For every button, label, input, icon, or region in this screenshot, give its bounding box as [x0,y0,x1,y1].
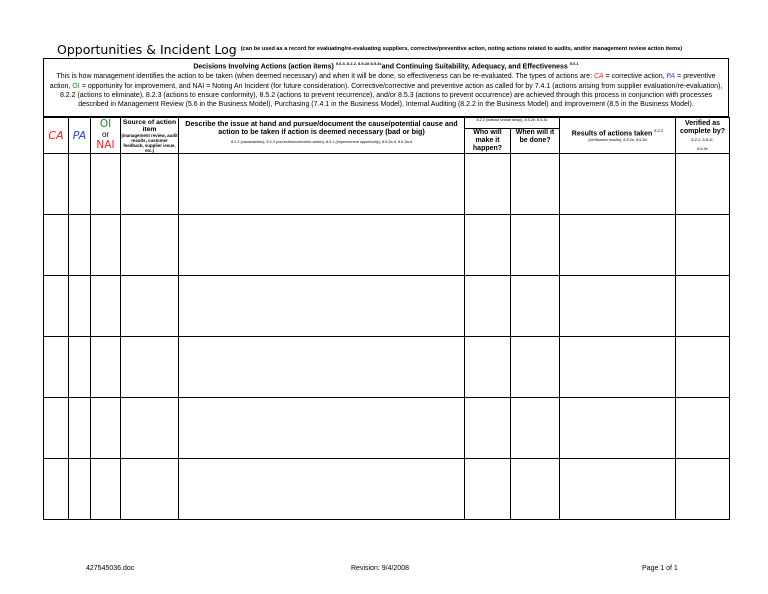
table-cell[interactable] [465,276,511,337]
col-describe-note: 8.2.2 (cause/action), 8.2.3 (correction/corrective action), 8.5.1 (improvement opportunity), 8.5.2a-d, 8.5.3a-d [231,140,412,145]
intro-heading-b: and Continuing Suitability, Adequacy, and Effectiveness [381,63,568,71]
title-note: (can be used as a record for evaluating/re-evaluating suppliers, corrective/preventive action, noting actions related to audits, and/or management review action items) [240,46,683,52]
table-cell[interactable] [465,459,511,520]
col-source-label: Source of action item [122,119,177,134]
table-row [44,337,730,398]
table-cell[interactable] [179,276,465,337]
table-cell[interactable] [44,398,69,459]
table-cell[interactable] [511,459,560,520]
col-header-when: When will it be done? [511,129,560,154]
table-cell[interactable] [179,398,465,459]
footer-page-number: Page 1 of 1 [642,565,678,572]
intro-ca-label: CA [594,72,604,81]
table-cell[interactable] [69,398,91,459]
col-source-note: (management review, audit results, customer feedback, supplier issue, etc.) [121,133,178,154]
table-cell[interactable] [69,337,91,398]
table-cell[interactable] [511,154,560,215]
intro-ca-def: = corrective action, [605,73,665,81]
log-body [44,154,730,520]
document-title [57,41,737,59]
col-verified-note: 8.5.3e [697,147,708,152]
table-cell[interactable] [465,154,511,215]
table-cell[interactable] [91,459,121,520]
col-header-results [560,118,676,154]
col-header-who: Who will make it happen? [465,129,511,154]
table-cell[interactable] [121,398,179,459]
table-cell[interactable] [465,398,511,459]
table-cell[interactable] [511,337,560,398]
col-or-label: or [101,130,110,139]
col-results-label: Results of actions taken [571,130,653,138]
table-cell[interactable] [44,276,69,337]
log-table [43,117,730,520]
footer-revision: Revision: 9/4/2008 [351,565,409,572]
table-cell[interactable] [676,276,730,337]
table-cell[interactable] [179,337,465,398]
col-describe-label: Describe the issue at hand and pursue/document the cause/potential cause and action to be taken if action is deemed necessary (bad or big) [185,119,458,137]
table-cell[interactable] [560,398,676,459]
col-header-verified [676,118,730,154]
intro-pa-def: = preventive action, [49,73,716,91]
table-cell[interactable] [560,154,676,215]
table-cell[interactable] [676,337,730,398]
table-cell[interactable] [121,154,179,215]
table-cell[interactable] [676,154,730,215]
col-nai-label: NAI [96,139,115,151]
col-verified-label: Verified as complete by? [679,120,726,135]
intro-oi-def: = opportunity for improvement, and NAI = Noting An Incident (for future consideration). Corrective/corrective and preventive action as called for by 7.4.1 (actions arising from supplier evaluation/re-evaluation), 8.2.2 (actions to eliminate), 8.2.3 (actions to ensure conformity), 8.5.2 (actions to prevent recurrence), and/or 8.5.3 (actions to prevent occurrence) are achieved through this process in conjunction with processes described in Management Review (5.6 in the Business Model), Purchasing (7.4.1 in the Business Model), Internal Auditing (8.2.2 in the Business Model) and Improvement (8.5 in the Business Model). [59,83,723,108]
table-cell[interactable] [465,337,511,398]
table-row [44,459,730,520]
table-cell[interactable] [91,337,121,398]
table-cell[interactable] [69,215,91,276]
intro-heading-refs2: 5.6.1 [569,61,579,66]
intro-heading [48,60,724,72]
table-cell[interactable] [121,459,179,520]
col-header-who-when-note: 8.2.2 (without undue delay), 8.5.2e, 8.5.3c [465,118,560,129]
table-cell[interactable] [69,154,91,215]
table-cell[interactable] [676,398,730,459]
table-cell[interactable] [511,215,560,276]
intro-oi-label: OI [72,82,80,91]
table-cell[interactable] [121,215,179,276]
table-cell[interactable] [179,215,465,276]
col-header-pa: PA [69,118,91,154]
col-results-note: (verification results), 8.5.2e, 8.5.3d [588,138,647,143]
table-cell[interactable] [44,154,69,215]
table-cell[interactable] [91,154,121,215]
table-row [44,154,730,215]
col-header-oi-nai [91,118,121,154]
table-cell[interactable] [91,215,121,276]
header-row [44,118,730,129]
table-row [44,398,730,459]
table-cell[interactable] [69,459,91,520]
col-header-ca: CA [44,118,69,154]
intro-p1: This is how management identifies the action to be taken (when deemed necessary) and when it will be done, so effectiveness can be re-evaluated. The types of actions are: [56,73,593,81]
col-header-source [121,118,179,154]
table-cell[interactable] [44,459,69,520]
table-row [44,215,730,276]
table-cell[interactable] [511,276,560,337]
footer-doc-name: 427545036.doc [86,565,135,572]
table-cell[interactable] [44,215,69,276]
table-cell[interactable] [69,276,91,337]
table-cell[interactable] [179,459,465,520]
intro-heading-refs: 5.6.3, 8.2.2, 8.5.2d 8.5.3c [335,61,382,66]
intro-pa-label: PA [666,72,676,81]
table-cell[interactable] [676,459,730,520]
table-cell[interactable] [44,337,69,398]
table-cell[interactable] [560,215,676,276]
intro-paragraph [48,72,724,110]
intro-box [43,58,729,117]
intro-heading-a: Decisions Involving Actions (action items) [193,63,334,71]
table-cell[interactable] [560,337,676,398]
table-cell[interactable] [91,398,121,459]
table-cell[interactable] [179,154,465,215]
col-oi-label: OI [99,118,112,130]
col-results-ref: 8.2.2 [654,128,664,134]
table-row [44,276,730,337]
table-cell[interactable] [560,276,676,337]
table-cell[interactable] [121,276,179,337]
title-main: Opportunities & Incident Log [57,42,237,57]
table-cell[interactable] [465,215,511,276]
col-verified-ref: 8.2.2, 8.5.2f, [691,137,714,142]
col-header-describe [179,118,465,154]
table-cell[interactable] [511,398,560,459]
table-cell[interactable] [91,276,121,337]
table-cell[interactable] [121,337,179,398]
table-cell[interactable] [676,215,730,276]
table-cell[interactable] [560,459,676,520]
